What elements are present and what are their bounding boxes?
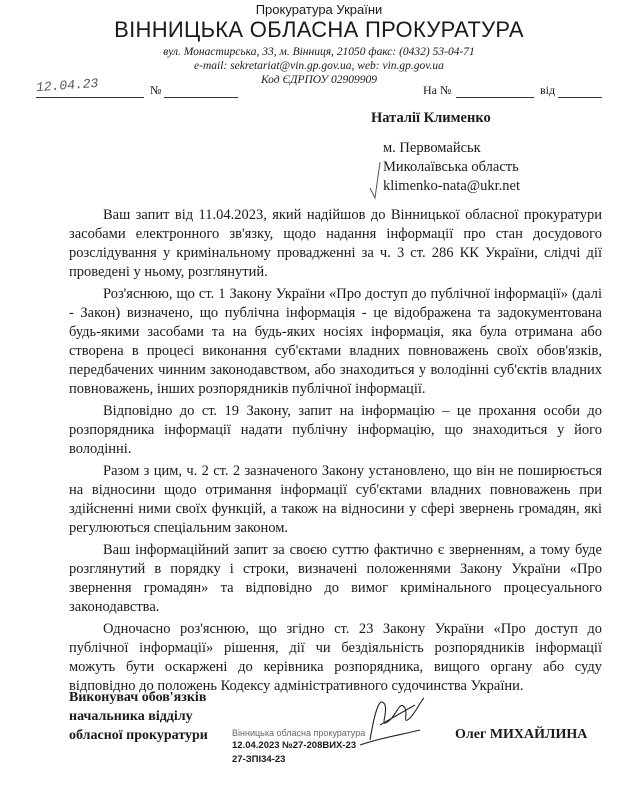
paragraph-1: Ваш запит від 11.04.2023, який надійшов до Вінницької обласної прокуратури засобами електронного зв'язку, щодо надання інформації про стан досудового розслідування у кримінальному провадженні за ч. 3 ст. 286 КК України, слідчі дії проведені у ньому, розглянутий.: [69, 207, 602, 280]
handwritten-signature: [350, 690, 430, 750]
letterhead-code: Код ЄДРПОУ 02909909: [260, 74, 378, 86]
check-mark-icon: [368, 160, 382, 200]
paragraph-2: Роз'яснюю, що ст. 1 Закону України «Про доступ до публічної інформації» (далі - Закон) визначено, що публічна інформація - це відображена та задокументована будь-якими засобами та на будь-яких носіях інформація, яка була отримана або створена в процесі виконання суб'єктами владних повноважень своїх обов'язків, передбачених чинним законодавством, або знаходиться у володінні суб'єктів владних повноважень, інших розпорядників публічної інформації.: [69, 286, 602, 397]
ref-na-label: На №: [423, 83, 452, 97]
addressee-email: klimenko-nata@ukr.net: [383, 178, 520, 194]
signatory-title-2: начальника відділу: [69, 709, 193, 724]
letterhead-address: вул. Монастирська, 33, м. Вінниця, 21050 факс: (0432) 53-04-71: [163, 46, 475, 58]
ref-number-line: [164, 97, 238, 98]
signatory-name: Олег МИХАЙЛИНА: [455, 727, 588, 742]
signatory-title-3: обласної прокуратури: [69, 728, 208, 743]
stamp-org: Вінницька обласна прокуратура: [232, 728, 366, 738]
letterhead-title: ВІННИЦЬКА ОБЛАСНА ПРОКУРАТУРА: [114, 17, 524, 42]
addressee-region: Миколаївська область: [383, 159, 519, 175]
ref-vid-label: від: [540, 83, 556, 97]
ref-na-line: [456, 97, 534, 98]
stamp-registration: 12.04.2023 №27-208ВИХ-23: [232, 740, 357, 751]
stamp-code: 27-ЗПІ34-23: [232, 754, 286, 765]
paragraph-3: Відповідно до ст. 19 Закону, запит на інформацію – це прохання особи до розпорядника інформації надати публічну інформацію, що знаходиться у його володінні.: [69, 403, 602, 457]
addressee-name: Наталії Клименко: [371, 110, 491, 126]
letter-body: [69, 206, 602, 699]
ref-number-sign: №: [150, 83, 162, 97]
paragraph-6: Одночасно роз'яснюю, що згідно ст. 23 Закону України «Про доступ до публічної інформації» рішення, дії чи бездіяльність розпорядників інформації можуть бути оскаржені до керівника розпорядника, вищого органу або суду відповідно до положень Кодексу адміністративного судочинства України.: [69, 621, 602, 694]
addressee-city: м. Первомайськ: [383, 140, 481, 156]
paragraph-4: Разом з цим, ч. 2 ст. 2 зазначеного Закону установлено, що він не поширюється на відносини щодо отримання інформації суб'єктами владних повноважень при здійсненні ними своїх функцій, а також на відносини у сфері звернень громадян, які регулюються спеціальним законом.: [69, 463, 602, 536]
ref-date-line: [36, 97, 144, 98]
ref-vid-line: [558, 97, 602, 98]
letterhead-contacts: e-mail: sekretariat@vin.gp.gov.ua, web: vin.gp.gov.ua: [194, 60, 444, 72]
paragraph-5: Ваш інформаційний запит за своєю суттю фактично є зверненням, а тому буде розглянутий в порядку і строки, визначені положеннями Закону України «Про звернення громадян» та відповідно до вимог кримінального процесуального законодавства.: [69, 542, 602, 615]
handwritten-date: 12.04.23: [35, 75, 99, 96]
signatory-title-1: Виконувач обов'язків: [69, 690, 207, 705]
letterhead-top: Прокуратура України: [255, 2, 383, 17]
